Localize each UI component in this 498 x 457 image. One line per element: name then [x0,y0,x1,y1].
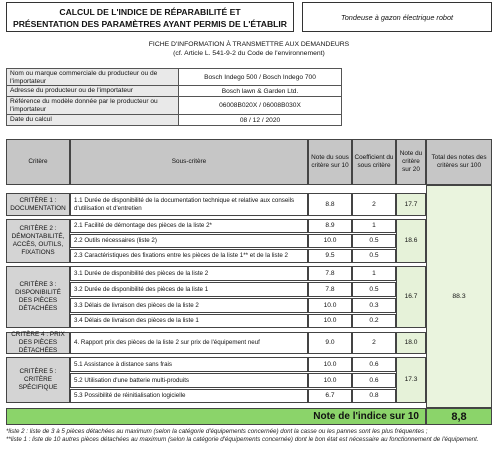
criterion-1-name: CRITÈRE 1 : DOCUMENTATION [6,193,70,216]
subcriterion-coef: 0.8 [352,389,396,403]
title-box [6,2,294,32]
subcriterion-label: 2.2 Outils nécessaires (liste 2) [70,234,308,248]
subcriterion-label: 5.2 Utilisation d'une batterie multi-produits [70,373,308,388]
header-critere: Critère [6,139,70,185]
subcriterion-note: 8.8 [308,193,352,216]
subcriterion-label: 5.3 Possibilité de réinitialisation logicielle [70,389,308,403]
footnotes [6,428,494,443]
subcriterion-note: 10.0 [308,298,352,313]
criterion-4-name: CRITÈRE 4 : PRIX DES PIÈCES DÉTACHÉES [6,332,70,354]
subcriterion-note: 10.0 [308,234,352,248]
header-total: Total des notes des critères sur 100 [426,139,492,185]
info-label: Nom ou marque commerciale du producteur ou de l'importateur [7,69,179,85]
subcriterion-label: 2.3 Caractéristiques des fixations entre les pièces de la liste 1** et de la liste 2 [70,249,308,263]
subcriterion-coef: 2 [352,332,396,354]
info-row-address [6,86,342,97]
subcriterion-note: 9.5 [308,249,352,263]
final-index-label: Note de l'indice sur 10 [6,408,426,425]
footnote-liste-2: *liste 2 : liste de 3 à 5 pièces détachées au maximum (selon la catégorie d'équipements concernée) dont la casse ou les pannes sont les plus fréquentes ; [6,428,428,435]
info-value: Bosch lawn & Garden Ltd. [179,86,341,96]
subcriterion-coef: 0.5 [352,282,396,297]
subcriterion-coef: 1 [352,219,396,233]
header-sous-critere: Sous-critère [70,139,308,185]
fiche-reference: (cf. Article L. 541-9-2 du Code de l'environnement) [173,50,325,57]
criterion-2-score: 18.6 [396,219,426,263]
subcriterion-label: 3.1 Durée de disponibilité des pièces de la liste 2 [70,266,308,281]
subcriterion-coef: 0.6 [352,357,396,372]
subcriterion-label: 1.1 Durée de disponibilité de la documentation technique et relative aux conseils d'utilisation et d'entretien [70,193,308,216]
info-label: Adresse du producteur ou de l'importateur [7,86,179,96]
fiche-heading [6,40,492,58]
criterion-2-name: CRITÈRE 2 : DÉMONTABILITÉ, ACCÈS, OUTILS, FIXATIONS [6,219,70,263]
subcriterion-label: 3.2 Durée de disponibilité des pièces de la liste 1 [70,282,308,297]
info-row-brand [6,68,342,86]
criterion-1-score: 17.7 [396,193,426,216]
subcriterion-note: 10.0 [308,357,352,372]
subcriterion-note: 9.0 [308,332,352,354]
subcriterion-coef: 1 [352,266,396,281]
subcriterion-coef: 0.5 [352,249,396,263]
info-value: 06008B020X / 06008B030X [179,97,341,114]
subcriterion-coef: 0.3 [352,298,396,313]
criterion-4-score: 18.0 [396,332,426,354]
info-row-reference [6,97,342,115]
info-value: Bosch Indego 500 / Bosch Indego 700 [179,69,341,85]
subcriterion-note: 10.0 [308,373,352,388]
product-category: Tondeuse à gazon électrique robot [302,2,492,32]
title-line-1: CALCUL DE L'INDICE DE RÉPARABILITÉ ET [59,7,241,17]
subcriterion-note: 7.8 [308,266,352,281]
title-line-2: PRÉSENTATION DES PARAMÈTRES AYANT PERMIS DE L'ÉTABLIR [12,19,288,29]
total-score: 88.3 [426,185,492,408]
subcriterion-coef: 0.2 [352,314,396,328]
subcriterion-label: 3.4 Délais de livraison des pièces de la liste 1 [70,314,308,328]
subcriterion-label: 3.3 Délais de livraison des pièces de la liste 2 [70,298,308,313]
subcriterion-coef: 0.6 [352,373,396,388]
subcriterion-label: 4. Rapport prix des pièces de la liste 2 sur prix de l'équipement neuf [70,332,308,354]
criterion-3-score: 16.7 [396,266,426,328]
subcriterion-label: 5.1 Assistance à distance sans frais [70,357,308,372]
fiche-title: FICHE D'INFORMATION À TRANSMETTRE AUX DEMANDEURS [148,41,350,48]
subcriterion-note: 8.9 [308,219,352,233]
info-value: 08 / 12 / 2020 [179,115,341,125]
header-note-critere: Note du critère sur 20 [396,139,426,185]
criterion-5-name: CRITÈRE 5 : CRITÈRE SPÉCIFIQUE [6,357,70,403]
final-index-value: 8,8 [426,408,492,425]
info-row-date [6,115,342,126]
subcriterion-note: 10.0 [308,314,352,328]
criterion-5-score: 17.3 [396,357,426,403]
criterion-3-name: CRITÈRE 3 : DISPONIBILITÉ DES PIÈCES DÉTACHÉES [6,266,70,328]
info-label: Date du calcul [7,115,179,125]
subcriterion-coef: 0.5 [352,234,396,248]
subcriterion-coef: 2 [352,193,396,216]
subcriterion-note: 6.7 [308,389,352,403]
subcriterion-label: 2.1 Facilité de démontage des pièces de la liste 2* [70,219,308,233]
header-coefficient: Coefficient du sous critère [352,139,396,185]
subcriterion-note: 7.8 [308,282,352,297]
info-label: Référence du modèle donnée par le producteur ou l'importateur [7,97,179,114]
footnote-liste-1: **liste 1 : liste de 10 autres pièces détachées au maximum (selon la catégorie d'équipements concernée) dont le bon état est nécessaire au fonctionnement de l'équipement. [6,435,479,443]
header-note-sous-critere: Note du sous critère sur 10 [308,139,352,185]
